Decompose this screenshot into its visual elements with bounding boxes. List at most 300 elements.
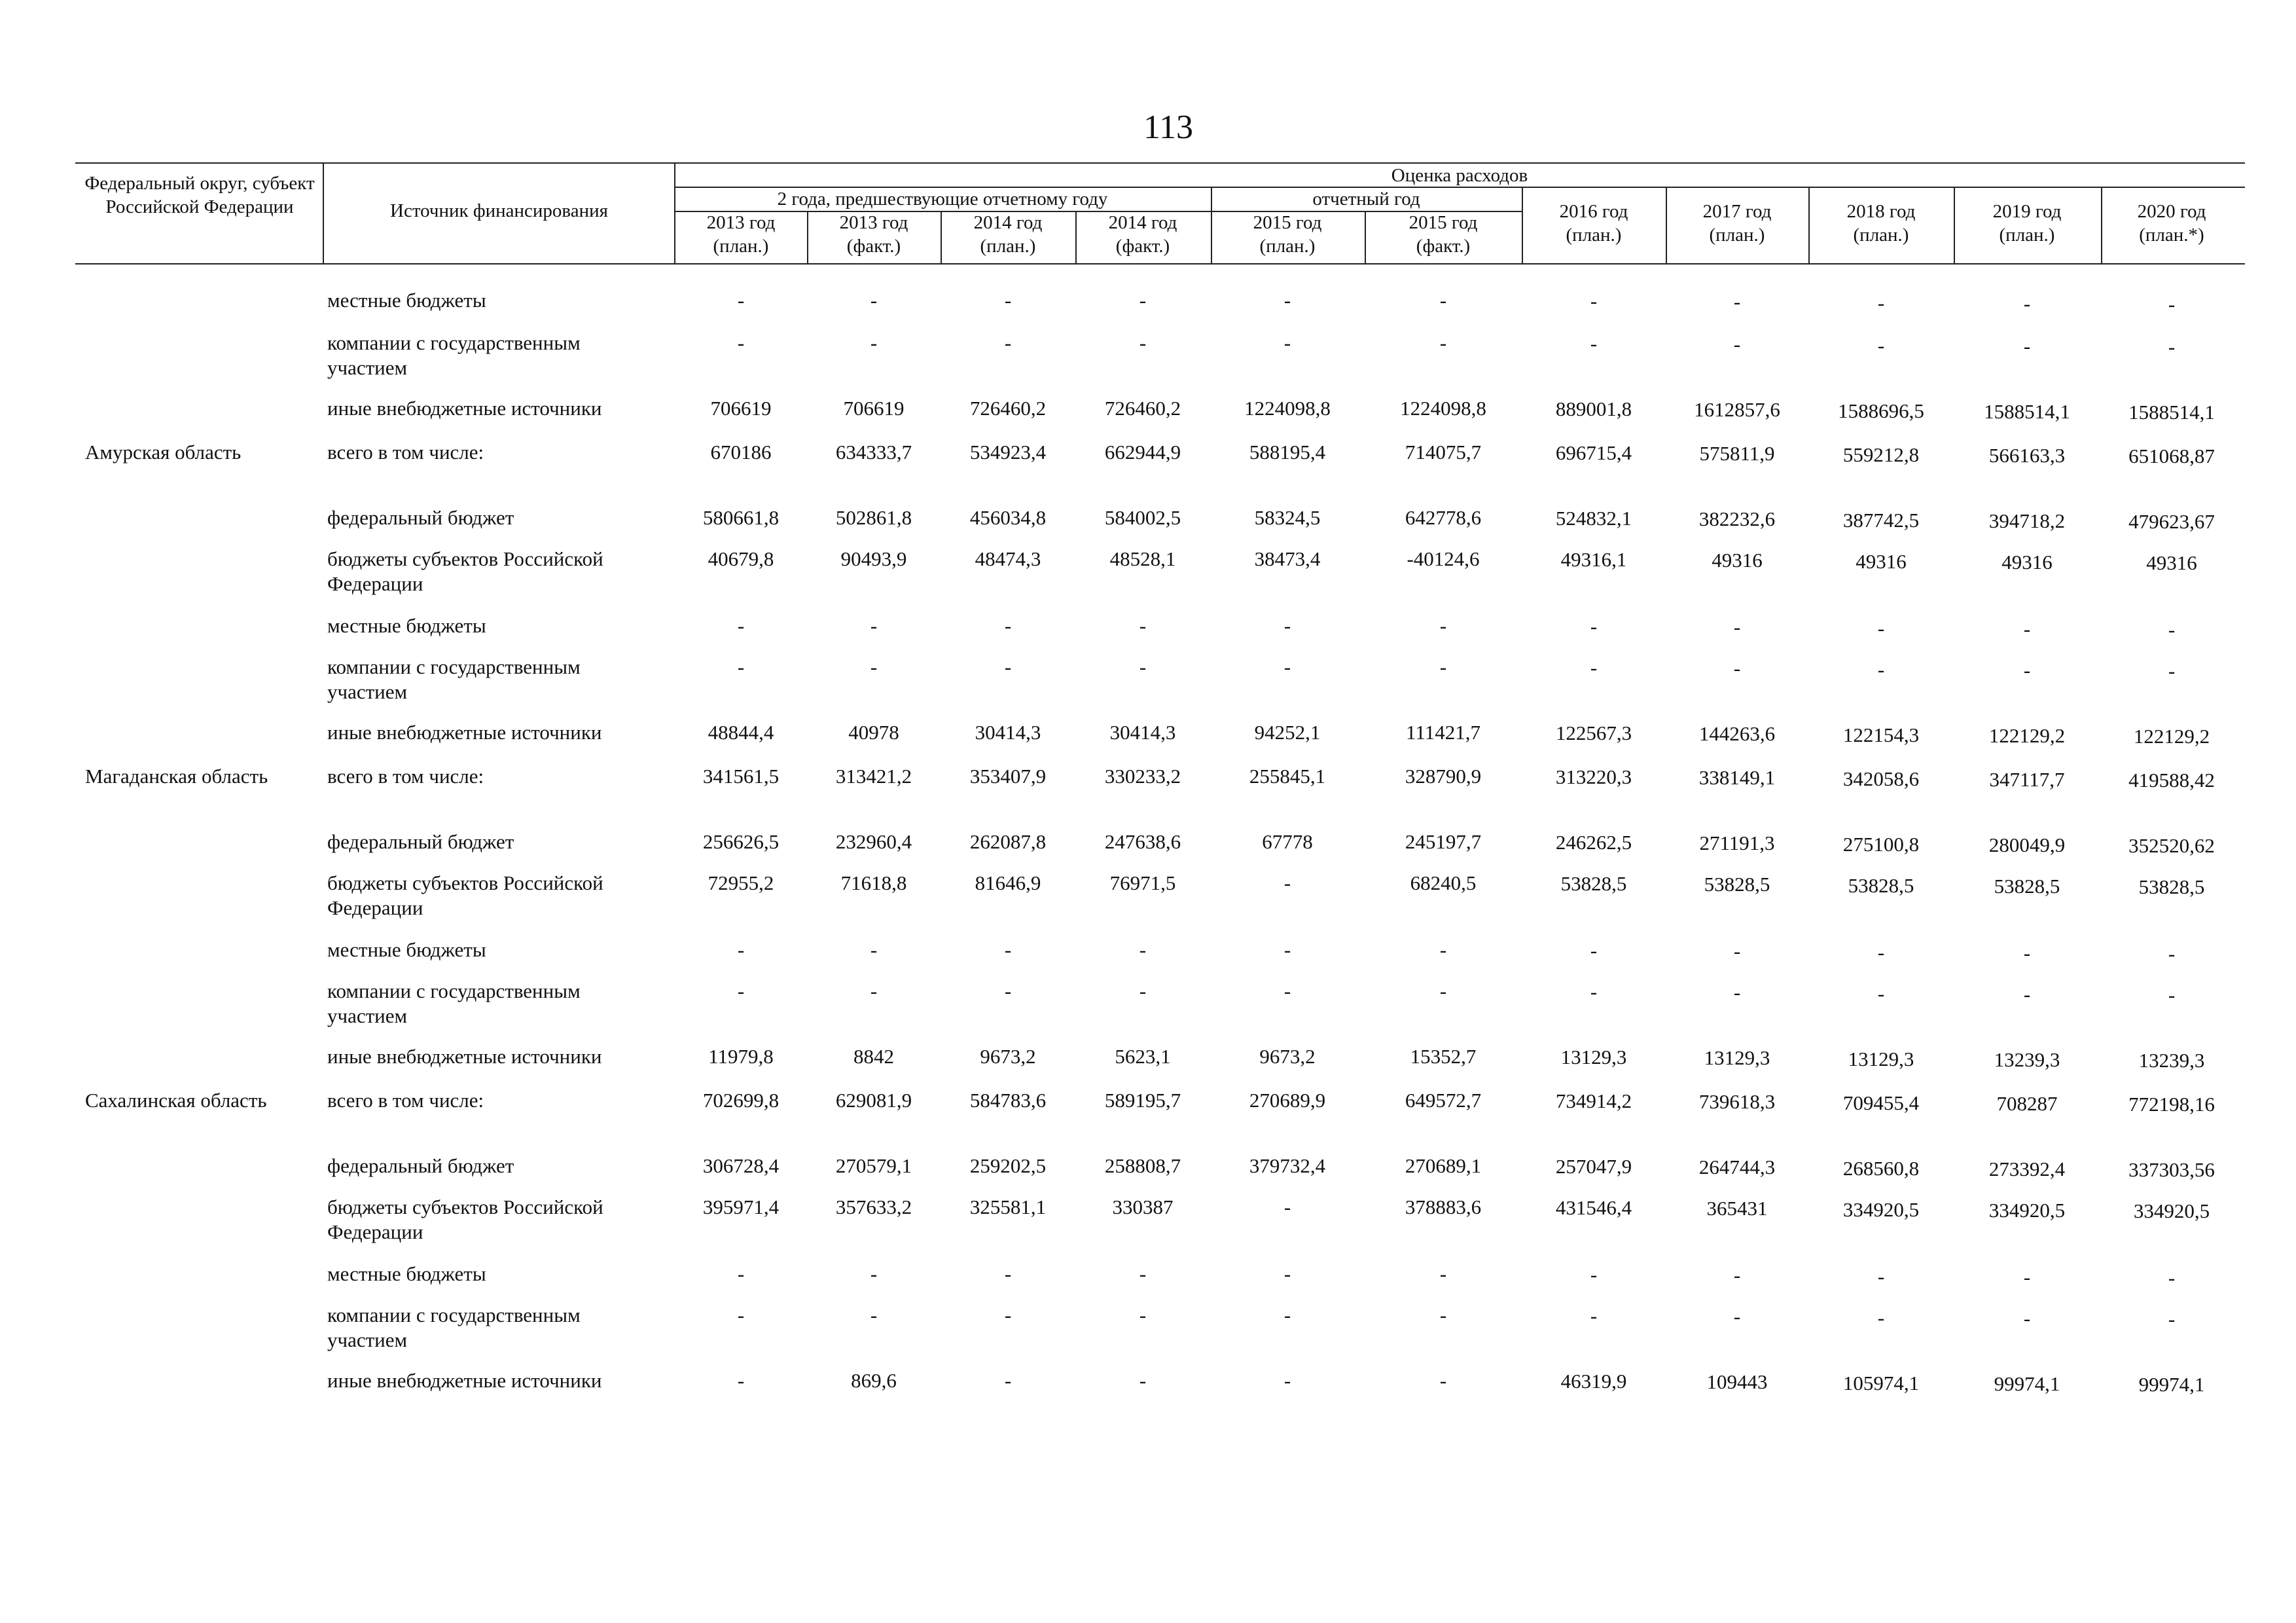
value-cell: 13239,3 <box>1994 1048 2060 1071</box>
year-label: 2017 год <box>1702 201 1772 222</box>
source-cell: местные бюджеты <box>327 614 486 637</box>
value-cell: - <box>2168 983 2176 1006</box>
value-cell: - <box>870 614 878 637</box>
value-cell: - <box>1004 979 1012 1002</box>
value-cell: 67778 <box>1262 830 1313 853</box>
value-cell: 382232,6 <box>1698 507 1776 530</box>
header-report-year: отчетный год <box>1312 189 1420 210</box>
value-cell: 49316 <box>2146 551 2197 574</box>
year-header <box>808 211 939 258</box>
header-divider <box>323 162 324 263</box>
source-cell: местные бюджеты <box>327 1262 486 1285</box>
value-cell: - <box>2023 659 2031 682</box>
value-cell: 268560,8 <box>1842 1157 1920 1180</box>
value-cell: 49316 <box>1712 549 1763 572</box>
value-cell: 30414,3 <box>1109 721 1176 744</box>
value-cell: - <box>1590 289 1598 312</box>
value-cell: 1588514,1 <box>2128 401 2215 424</box>
year-kind: (факт.) <box>1115 236 1170 257</box>
page-number: 113 <box>1143 109 1194 146</box>
value-cell: - <box>1877 1306 1885 1329</box>
value-cell: 38473,4 <box>1254 547 1321 570</box>
value-cell: 53828,5 <box>1560 872 1627 895</box>
source-cell: компании с государственным участием <box>327 979 581 1027</box>
value-cell: - <box>1877 941 1885 964</box>
value-cell: 1588696,5 <box>1838 399 1924 422</box>
value-cell: - <box>737 1304 745 1326</box>
source-cell: всего в том числе: <box>327 765 484 788</box>
value-cell: - <box>1283 289 1291 312</box>
value-cell: - <box>1139 1262 1147 1285</box>
value-cell: - <box>1733 657 1741 680</box>
value-cell: 13129,3 <box>1560 1046 1627 1068</box>
value-cell: 714075,7 <box>1405 441 1482 464</box>
year-header <box>1672 200 1803 247</box>
value-cell: - <box>737 938 745 961</box>
value-cell: 48528,1 <box>1109 547 1176 570</box>
value-cell: - <box>1004 614 1012 637</box>
value-cell: 330387 <box>1112 1195 1174 1218</box>
value-cell: -40124,6 <box>1407 547 1480 570</box>
year-label: 2015 год <box>1253 212 1322 233</box>
year-header <box>1816 200 1946 247</box>
year-label: 2014 год <box>973 212 1043 233</box>
value-cell: 357633,2 <box>835 1195 912 1218</box>
year-kind: (факт.) <box>846 236 901 257</box>
value-cell: 306728,4 <box>702 1154 780 1177</box>
value-cell: 419588,42 <box>2128 769 2215 792</box>
value-cell: 328790,9 <box>1405 765 1482 788</box>
year-header <box>675 211 806 258</box>
value-cell: 245197,7 <box>1405 830 1482 853</box>
value-cell: 589195,7 <box>1104 1089 1181 1112</box>
value-cell: 353407,9 <box>969 765 1047 788</box>
value-cell: 670186 <box>710 441 772 464</box>
value-cell: 90493,9 <box>840 547 907 570</box>
value-cell: 99974,1 <box>1994 1372 2060 1395</box>
source-cell: компании с государственным участием <box>327 1304 581 1351</box>
value-cell: 49316,1 <box>1560 548 1627 571</box>
value-cell: - <box>1283 1195 1291 1218</box>
region-cell: Магаданская область <box>85 765 268 788</box>
value-cell: - <box>1004 289 1012 312</box>
value-cell: 706619 <box>843 397 905 420</box>
value-cell: 559212,8 <box>1842 443 1920 466</box>
header-region: Федеральный округ, субъект Российской Федерации <box>84 173 315 217</box>
value-cell: 387742,5 <box>1842 509 1920 532</box>
source-cell: компании с государственным участием <box>327 331 581 379</box>
header-source: Источник финансирования <box>390 200 608 221</box>
value-cell: 122567,3 <box>1555 721 1632 744</box>
value-cell: 40978 <box>848 721 899 744</box>
value-cell: - <box>1004 331 1012 354</box>
value-cell: - <box>870 938 878 961</box>
value-cell: 49316 <box>2001 551 2053 574</box>
value-cell: 270689,1 <box>1405 1154 1482 1177</box>
value-cell: - <box>1439 614 1447 637</box>
value-cell: - <box>870 331 878 354</box>
header-divider <box>1522 187 1523 263</box>
value-cell: 275100,8 <box>1842 833 1920 856</box>
value-cell: 394718,2 <box>1988 509 2066 532</box>
value-cell: - <box>2168 335 2176 358</box>
value-cell: - <box>737 614 745 637</box>
value-cell: 76971,5 <box>1109 871 1176 894</box>
value-cell: - <box>1733 981 1741 1004</box>
value-cell: - <box>2023 335 2031 357</box>
value-cell: - <box>1733 1305 1741 1328</box>
year-header <box>1528 200 1659 247</box>
region-cell: Сахалинская область <box>85 1089 267 1112</box>
value-cell: 634333,7 <box>835 441 912 464</box>
value-cell: - <box>1439 1304 1447 1326</box>
header-divider <box>1075 211 1077 263</box>
value-cell: 1588514,1 <box>1984 400 2070 423</box>
value-cell: - <box>1590 980 1598 1003</box>
value-cell: 702699,8 <box>702 1089 780 1112</box>
value-cell: 580661,8 <box>702 506 780 529</box>
header-prior-years: 2 года, предшествующие отчетному году <box>777 189 1108 210</box>
value-cell: 325581,1 <box>969 1195 1047 1218</box>
value-cell: - <box>1590 332 1598 355</box>
value-cell: 1224098,8 <box>1244 397 1331 420</box>
value-cell: 53828,5 <box>1994 875 2060 898</box>
value-cell: 479623,67 <box>2128 510 2215 533</box>
value-cell: 13239,3 <box>2138 1049 2205 1072</box>
value-cell: - <box>1733 939 1741 962</box>
value-cell: - <box>1877 334 1885 357</box>
value-cell: 9673,2 <box>1259 1045 1316 1068</box>
header-divider <box>1954 187 1955 263</box>
value-cell: 58324,5 <box>1254 506 1321 529</box>
value-cell: 378883,6 <box>1405 1195 1482 1218</box>
header-divider <box>1365 211 1366 263</box>
year-label: 2020 год <box>2137 201 2206 222</box>
value-cell: - <box>870 289 878 312</box>
year-kind: (план.) <box>1259 236 1316 257</box>
value-cell: 341561,5 <box>702 765 780 788</box>
value-cell: 5623,1 <box>1115 1045 1171 1068</box>
year-label: 2018 год <box>1846 201 1916 222</box>
value-cell: 584002,5 <box>1104 506 1181 529</box>
value-cell: 53828,5 <box>1848 874 1914 897</box>
value-cell: 566163,3 <box>1988 444 2066 467</box>
year-header <box>1962 200 2092 247</box>
header-divider <box>1666 187 1667 263</box>
value-cell: 313421,2 <box>835 765 912 788</box>
value-cell: - <box>1004 655 1012 678</box>
value-cell: 431546,4 <box>1555 1196 1632 1219</box>
year-label: 2015 год <box>1408 212 1478 233</box>
value-cell: 334920,5 <box>1988 1199 2066 1222</box>
value-cell: - <box>1877 291 1885 314</box>
value-cell: 889001,8 <box>1555 397 1632 420</box>
value-cell: 365431 <box>1706 1197 1768 1220</box>
source-cell: федеральный бюджет <box>327 506 514 529</box>
value-cell: 122129,2 <box>1988 724 2066 747</box>
value-cell: 502861,8 <box>835 506 912 529</box>
year-label: 2014 год <box>1108 212 1177 233</box>
year-label: 2016 год <box>1559 201 1628 222</box>
value-cell: 259202,5 <box>969 1154 1047 1177</box>
value-cell: - <box>1877 982 1885 1005</box>
source-cell: иные внебюджетные источники <box>327 1369 602 1392</box>
value-cell: 256626,5 <box>702 830 780 853</box>
value-cell: 270579,1 <box>835 1154 912 1177</box>
value-cell: 40679,8 <box>708 547 774 570</box>
value-cell: 588195,4 <box>1249 441 1326 464</box>
value-cell: 9673,2 <box>980 1045 1036 1068</box>
header-divider <box>2101 187 2102 263</box>
value-cell: - <box>737 331 745 354</box>
value-cell: - <box>1439 1369 1447 1392</box>
value-cell: - <box>1004 938 1012 961</box>
value-cell: 334920,5 <box>1842 1198 1920 1221</box>
value-cell: - <box>1004 1262 1012 1285</box>
value-cell: - <box>1283 979 1291 1002</box>
value-cell: 258808,7 <box>1104 1154 1181 1177</box>
value-cell: - <box>1139 655 1147 678</box>
value-cell: 280049,9 <box>1988 833 2066 856</box>
value-cell: 342058,6 <box>1842 767 1920 790</box>
value-cell: 13129,3 <box>1848 1048 1914 1070</box>
region-cell: Амурская область <box>85 441 242 464</box>
value-cell: 1612857,6 <box>1694 398 1780 421</box>
value-cell: - <box>1139 614 1147 637</box>
year-kind: (план.) <box>980 236 1036 257</box>
year-label: 2019 год <box>1992 201 2062 222</box>
year-label: 2013 год <box>839 212 908 233</box>
value-cell: 524832,1 <box>1555 507 1632 530</box>
value-cell: 772198,16 <box>2128 1093 2215 1116</box>
value-cell: - <box>1733 1264 1741 1286</box>
value-cell: - <box>2168 1307 2176 1330</box>
value-cell: 651068,87 <box>2128 445 2215 467</box>
year-kind: (план.*) <box>2139 225 2204 246</box>
value-cell: 81646,9 <box>975 871 1041 894</box>
value-cell: - <box>1590 939 1598 962</box>
value-cell: - <box>1283 614 1291 637</box>
year-header <box>2106 200 2237 247</box>
value-cell: 49316 <box>1856 550 1907 573</box>
year-header <box>942 211 1073 258</box>
value-cell: 334920,5 <box>2133 1199 2210 1222</box>
value-cell: 48844,4 <box>708 721 774 744</box>
value-cell: 337303,56 <box>2128 1158 2215 1181</box>
value-cell: - <box>1590 1263 1598 1286</box>
value-cell: 739618,3 <box>1698 1090 1776 1113</box>
value-cell: 53828,5 <box>1704 873 1770 896</box>
value-cell: - <box>1283 331 1291 354</box>
value-cell: - <box>1590 1304 1598 1327</box>
value-cell: - <box>870 1304 878 1326</box>
value-cell: 109443 <box>1706 1370 1768 1393</box>
value-cell: 232960,4 <box>835 830 912 853</box>
value-cell: 144263,6 <box>1698 722 1776 745</box>
value-cell: 99974,1 <box>2138 1373 2205 1396</box>
value-cell: 105974,1 <box>1842 1372 1920 1395</box>
value-cell: 347117,7 <box>1989 768 2065 791</box>
value-cell: - <box>1733 333 1741 356</box>
value-cell: - <box>2023 1266 2031 1288</box>
value-cell: - <box>737 979 745 1002</box>
value-cell: - <box>870 1262 878 1285</box>
value-cell: - <box>2168 942 2176 965</box>
value-cell: 122129,2 <box>2133 725 2210 748</box>
value-cell: - <box>1139 1369 1147 1392</box>
value-cell: 726460,2 <box>969 397 1047 420</box>
value-cell: 255845,1 <box>1249 765 1326 788</box>
value-cell: 13129,3 <box>1704 1046 1770 1069</box>
value-cell: 94252,1 <box>1254 721 1321 744</box>
value-cell: - <box>737 289 745 312</box>
value-cell: - <box>1877 1265 1885 1288</box>
value-cell: - <box>2168 659 2176 682</box>
header-bottom-rule <box>75 263 2245 264</box>
value-cell: 395971,4 <box>702 1195 780 1218</box>
value-cell: - <box>1139 938 1147 961</box>
value-cell: 30414,3 <box>975 721 1041 744</box>
value-cell: - <box>1139 1304 1147 1326</box>
source-cell: местные бюджеты <box>327 289 486 312</box>
year-header <box>1222 211 1353 258</box>
source-cell: федеральный бюджет <box>327 1154 514 1177</box>
value-cell: - <box>737 1262 745 1285</box>
value-cell: 270689,9 <box>1249 1089 1326 1112</box>
value-cell: - <box>1283 1369 1291 1392</box>
value-cell: - <box>2168 1266 2176 1289</box>
value-cell: 708287 <box>1996 1092 2058 1115</box>
value-cell: 338149,1 <box>1698 766 1776 789</box>
value-cell: - <box>1283 1304 1291 1326</box>
value-cell: - <box>2023 292 2031 315</box>
value-cell: - <box>2023 617 2031 640</box>
value-cell: - <box>1283 871 1291 894</box>
value-cell: 642778,6 <box>1405 506 1482 529</box>
value-cell: 46319,9 <box>1560 1370 1627 1393</box>
value-cell: 111421,7 <box>1406 721 1480 744</box>
value-cell: 246262,5 <box>1555 831 1632 854</box>
value-cell: - <box>1283 938 1291 961</box>
value-cell: 706619 <box>710 397 772 420</box>
value-cell: - <box>1283 655 1291 678</box>
value-cell: - <box>1877 658 1885 681</box>
value-cell: - <box>1877 617 1885 640</box>
source-cell: бюджеты субъектов Российской Федерации <box>327 547 603 595</box>
source-cell: федеральный бюджет <box>327 830 514 853</box>
value-cell: 629081,9 <box>835 1089 912 1112</box>
year-kind: (план.) <box>1709 225 1765 246</box>
value-cell: 262087,8 <box>969 830 1047 853</box>
value-cell: 649572,7 <box>1405 1089 1482 1112</box>
value-cell: - <box>870 979 878 1002</box>
header-divider <box>941 211 942 263</box>
source-cell: бюджеты субъектов Российской Федерации <box>327 1195 603 1243</box>
value-cell: 273392,4 <box>1988 1158 2066 1180</box>
value-cell: 352520,62 <box>2128 834 2215 857</box>
value-cell: 122154,3 <box>1842 723 1920 746</box>
value-cell: - <box>1733 615 1741 638</box>
value-cell: - <box>1139 979 1147 1002</box>
value-cell: 330233,2 <box>1104 765 1181 788</box>
value-cell: 709455,4 <box>1842 1091 1920 1114</box>
source-cell: всего в том числе: <box>327 1089 484 1112</box>
value-cell: 271191,3 <box>1699 831 1775 854</box>
value-cell: 1224098,8 <box>1400 397 1486 420</box>
value-cell: 584783,6 <box>969 1089 1047 1112</box>
value-cell: 264744,3 <box>1698 1156 1776 1178</box>
year-kind: (план.) <box>1999 225 2055 246</box>
value-cell: - <box>870 655 878 678</box>
value-cell: 71618,8 <box>840 871 907 894</box>
source-cell: иные внебюджетные источники <box>327 721 602 744</box>
value-cell: - <box>1439 938 1447 961</box>
year-kind: (план.) <box>1853 225 1909 246</box>
value-cell: - <box>1439 1262 1447 1285</box>
value-cell: - <box>1439 979 1447 1002</box>
year-kind: (факт.) <box>1416 236 1471 257</box>
value-cell: - <box>2023 941 2031 964</box>
value-cell: 696715,4 <box>1555 441 1632 464</box>
year-header <box>1077 211 1208 258</box>
header-estimate: Оценка расходов <box>1391 165 1528 186</box>
value-cell: 662944,9 <box>1104 441 1181 464</box>
value-cell: 72955,2 <box>708 871 774 894</box>
source-cell: местные бюджеты <box>327 938 486 961</box>
year-kind: (план.) <box>1566 225 1622 246</box>
value-cell: 257047,9 <box>1555 1155 1632 1178</box>
value-cell: 247638,6 <box>1104 830 1181 853</box>
value-cell: - <box>1590 656 1598 679</box>
value-cell: - <box>2168 618 2176 641</box>
value-cell: - <box>2168 293 2176 316</box>
year-header <box>1378 211 1509 258</box>
value-cell: - <box>1139 331 1147 354</box>
value-cell: 68240,5 <box>1410 871 1477 894</box>
value-cell: - <box>737 655 745 678</box>
value-cell: - <box>1139 289 1147 312</box>
source-cell: бюджеты субъектов Российской Федерации <box>327 871 603 919</box>
source-cell: иные внебюджетные источники <box>327 397 602 420</box>
value-cell: 8842 <box>853 1045 894 1068</box>
value-cell: - <box>1590 615 1598 638</box>
value-cell: 15352,7 <box>1410 1045 1477 1068</box>
value-cell: - <box>1439 655 1447 678</box>
year-kind: (план.) <box>713 236 769 257</box>
value-cell: - <box>1439 289 1447 312</box>
value-cell: - <box>1439 331 1447 354</box>
header-divider <box>1808 187 1810 263</box>
value-cell: - <box>1004 1304 1012 1326</box>
value-cell: - <box>1283 1262 1291 1285</box>
value-cell: 726460,2 <box>1104 397 1181 420</box>
value-cell: - <box>737 1369 745 1392</box>
value-cell: 456034,8 <box>969 506 1047 529</box>
value-cell: - <box>2023 983 2031 1006</box>
source-cell: всего в том числе: <box>327 441 484 464</box>
value-cell: 11979,8 <box>708 1045 774 1068</box>
value-cell: 379732,4 <box>1249 1154 1326 1177</box>
value-cell: 734914,2 <box>1555 1089 1632 1112</box>
value-cell: 869,6 <box>851 1369 897 1392</box>
value-cell: 48474,3 <box>975 547 1041 570</box>
value-cell: 534923,4 <box>969 441 1047 464</box>
value-cell: - <box>1733 290 1741 313</box>
source-cell: компании с государственным участием <box>327 655 581 703</box>
value-cell: - <box>1004 1369 1012 1392</box>
value-cell: - <box>2023 1307 2031 1330</box>
year-label: 2013 год <box>706 212 776 233</box>
